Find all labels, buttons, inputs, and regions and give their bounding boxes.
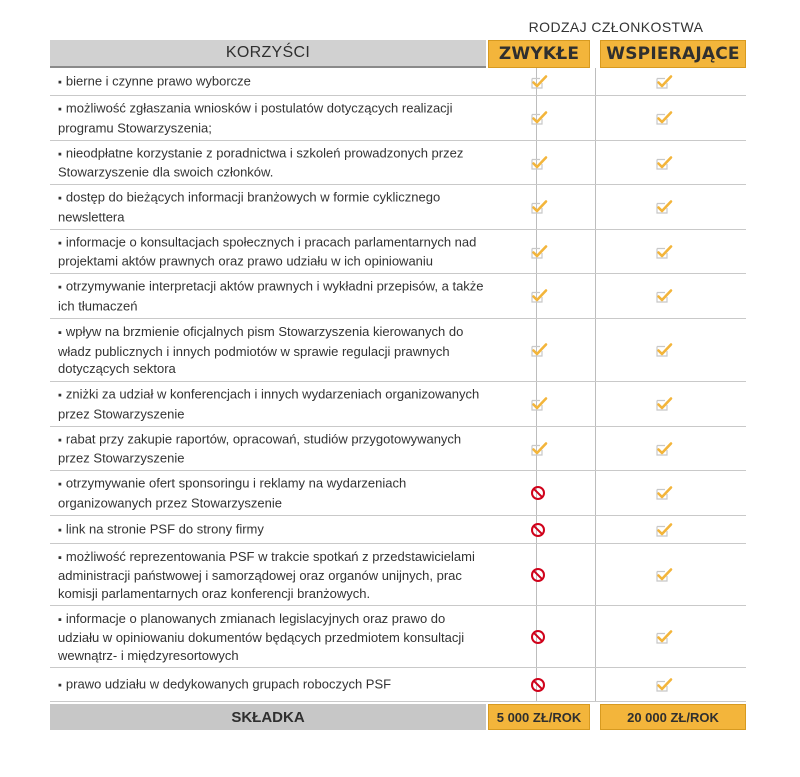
supporting-availability <box>655 485 673 501</box>
benefit-text: ▪ możliwość reprezentowania PSF w trakcie spotkań z przedstawicielami administracji państwowej i samorządowej oraz organów unijnych, prac komisji parlamentarnych oraz konferencji branżowych. <box>58 548 475 601</box>
regular-availability <box>530 629 548 645</box>
table-row <box>50 382 746 427</box>
table-row <box>50 668 746 702</box>
supporting-availability <box>655 396 673 412</box>
regular-availability <box>530 396 548 412</box>
check-icon <box>530 74 548 90</box>
regular-availability <box>530 522 548 538</box>
regular-availability <box>530 110 548 126</box>
no-entry-icon <box>530 567 546 583</box>
supporting-availability <box>655 110 673 126</box>
check-icon <box>655 522 673 538</box>
table-row <box>50 471 746 516</box>
table-row <box>50 516 746 544</box>
supporting-availability <box>655 199 673 215</box>
regular-availability <box>530 244 548 260</box>
plan-regular-header: ZWYKŁE <box>488 40 590 68</box>
regular-availability <box>530 74 548 90</box>
regular-availability <box>530 288 548 304</box>
supporting-availability <box>655 677 673 693</box>
table-row <box>50 274 746 319</box>
regular-availability <box>530 155 548 171</box>
check-icon <box>655 155 673 171</box>
regular-availability <box>530 199 548 215</box>
benefit-text: ▪ nieodpłatne korzystanie z poradnictwa i szkoleń prowadzonych przez Stowarzyszenie dla swoich członków. <box>58 145 464 180</box>
regular-availability <box>530 485 548 501</box>
check-icon <box>655 342 673 358</box>
fee-label: SKŁADKA <box>50 704 486 730</box>
regular-availability <box>530 342 548 358</box>
check-icon <box>655 441 673 457</box>
benefit-text: ▪ prawo udziału w dedykowanych grupach roboczych PSF <box>58 675 392 691</box>
benefit-text: ▪ dostęp do bieżących informacji branżowych w formie cyklicznego newslettera <box>58 189 441 224</box>
benefits-header: KORZYŚCI <box>50 40 486 68</box>
check-icon <box>655 199 673 215</box>
table-row <box>50 427 746 471</box>
regular-availability <box>530 441 548 457</box>
no-entry-icon <box>530 677 546 693</box>
supporting-availability <box>655 567 673 583</box>
table-row <box>50 319 746 382</box>
table-row <box>50 544 746 606</box>
no-entry-icon <box>530 522 546 538</box>
supporting-availability <box>655 244 673 260</box>
membership-type-caption: RODZAJ CZŁONKOSTWA <box>528 19 704 35</box>
table-row <box>50 96 746 141</box>
regular-availability <box>530 677 548 693</box>
benefit-text: ▪ możliwość zgłaszania wniosków i postulatów dotyczących realizacji programu Stowarzyszenia; <box>58 100 453 135</box>
benefit-text: ▪ zniżki za udział w konferencjach i innych wydarzeniach organizowanych przez Stowarzyszenie <box>58 386 480 421</box>
check-icon <box>655 629 673 645</box>
check-icon <box>655 396 673 412</box>
plan-supporting-header: WSPIERAJĄCE <box>600 40 746 68</box>
check-icon <box>530 244 548 260</box>
benefit-text: ▪ informacje o planowanych zmianach legislacyjnych oraz prawo do udziału w opiniowaniu dokumentów będących przedmiotem konsultacji wewnątrz- i międzyresortowych <box>58 610 465 663</box>
benefit-text: ▪ informacje o konsultacjach społecznych i pracach parlamentarnych nad projektami aktów prawnych oraz prawo udziału w ich opiniowaniu <box>58 234 477 269</box>
no-entry-icon <box>530 629 546 645</box>
benefit-text: ▪ rabat przy zakupie raportów, opracowań, studiów przygotowywanych przez Stowarzyszenie <box>58 431 462 466</box>
check-icon <box>655 288 673 304</box>
fee-supporting: 20 000 ZŁ/ROK <box>600 704 746 730</box>
table-row <box>50 185 746 230</box>
check-icon <box>655 74 673 90</box>
check-icon <box>655 244 673 260</box>
benefit-text: ▪ link na stronie PSF do strony firmy <box>58 520 264 536</box>
check-icon <box>530 342 548 358</box>
check-icon <box>530 155 548 171</box>
check-icon <box>530 396 548 412</box>
check-icon <box>530 199 548 215</box>
supporting-availability <box>655 155 673 171</box>
table-row <box>50 68 746 96</box>
check-icon <box>655 567 673 583</box>
supporting-availability <box>655 629 673 645</box>
check-icon <box>530 288 548 304</box>
benefit-text: ▪ wpływ na brzmienie oficjalnych pism Stowarzyszenia kierowanych do władz publicznych i innych podmiotów w sprawie regulacji prawnych dotyczących sektora <box>58 323 464 376</box>
check-icon <box>655 677 673 693</box>
check-icon <box>530 110 548 126</box>
benefit-text: ▪ otrzymywanie ofert sponsoringu i reklamy na wydarzeniach organizowanych przez Stowarzyszenie <box>58 475 407 510</box>
fee-regular: 5 000 ZŁ/ROK <box>488 704 590 730</box>
benefit-text: ▪ bierne i czynne prawo wyborcze <box>58 72 251 88</box>
supporting-availability <box>655 522 673 538</box>
check-icon <box>530 441 548 457</box>
benefit-text: ▪ otrzymywanie interpretacji aktów prawnych i wykładni przepisów, a także ich tłumaczeń <box>58 278 484 313</box>
check-icon <box>655 110 673 126</box>
table-row <box>50 230 746 274</box>
supporting-availability <box>655 288 673 304</box>
table-row <box>50 141 746 185</box>
regular-availability <box>530 567 548 583</box>
supporting-availability <box>655 441 673 457</box>
table-row <box>50 606 746 668</box>
supporting-availability <box>655 342 673 358</box>
no-entry-icon <box>530 485 546 501</box>
check-icon <box>655 485 673 501</box>
supporting-availability <box>655 74 673 90</box>
